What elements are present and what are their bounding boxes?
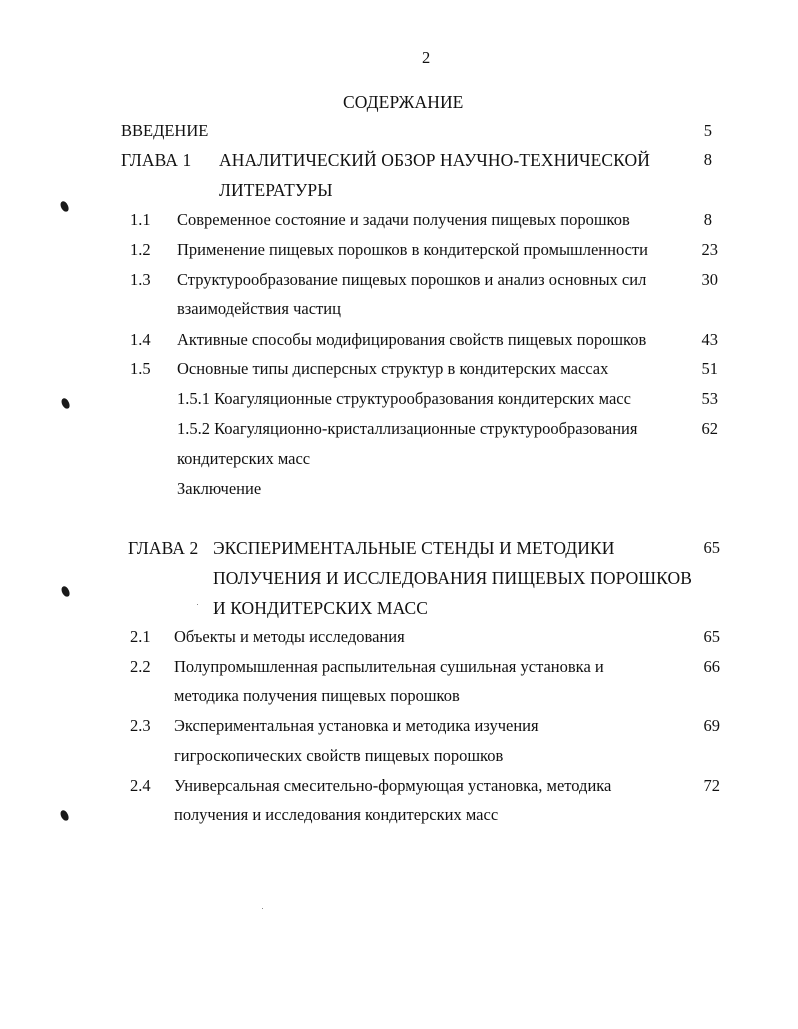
section-page: 43: [701, 330, 718, 349]
section-title: Активные способы модифицирования свойств пищевых порошков: [177, 330, 647, 349]
chapter2-page: 65: [703, 538, 720, 557]
conclusion-label: Заключение: [177, 479, 262, 498]
section-title-continued: методика получения пищевых порошков: [174, 686, 460, 705]
section-page: 65: [703, 627, 720, 646]
section-title: Основные типы дисперсных структур в кондитерских массах: [177, 359, 609, 378]
binder-mark-icon: [59, 200, 69, 213]
section-title: Объекты и методы исследования: [174, 627, 405, 646]
section-number: 2.2: [130, 657, 151, 676]
subsection-title: 1.5.2 Коагуляционно-кристаллизационные структурообразования: [177, 419, 638, 438]
chapter1-page: 8: [703, 150, 712, 169]
intro-label: ВВЕДЕНИЕ: [121, 121, 209, 140]
subsection-title: 1.5.1 Коагуляционные структурообразования кондитерских масс: [177, 389, 631, 408]
section-number: 2.3: [130, 716, 151, 735]
chapter2-title-line3: И КОНДИТЕРСКИХ МАСС: [213, 598, 428, 618]
chapter2-label: ГЛАВА 2: [128, 538, 199, 558]
section-title: Современное состояние и задачи получения пищевых порошков: [177, 210, 630, 229]
scan-speck: [197, 604, 198, 605]
chapter2-title-line2: ПОЛУЧЕНИЯ И ИССЛЕДОВАНИЯ ПИЩЕВЫХ ПОРОШКОВ: [213, 568, 693, 588]
section-page: 69: [703, 716, 720, 735]
section-title: Полупромышленная распылительная сушильная установка и: [174, 657, 604, 676]
binder-mark-icon: [59, 809, 69, 822]
subsection-page: 62: [701, 419, 718, 438]
binder-mark-icon: [60, 585, 70, 598]
section-title: Структурообразование пищевых порошков и анализ основных сил: [177, 270, 647, 289]
section-number: 1.3: [130, 270, 151, 289]
section-number: 2.1: [130, 627, 151, 646]
chapter1-label: ГЛАВА 1: [121, 150, 192, 170]
binder-mark-icon: [60, 397, 70, 410]
section-page: 8: [703, 210, 712, 229]
section-page: 30: [701, 270, 718, 289]
chapter1-title-line1: АНАЛИТИЧЕСКИЙ ОБЗОР НАУЧНО-ТЕХНИЧЕСКОЙ: [219, 150, 650, 170]
scan-speck: [262, 908, 263, 909]
page-number: 2: [422, 48, 431, 67]
section-title: Универсальная смесительно-формующая установка, методика: [174, 776, 612, 795]
section-page: 23: [701, 240, 718, 259]
page-title: СОДЕРЖАНИЕ: [343, 92, 464, 112]
chapter1-title-line2: ЛИТЕРАТУРЫ: [219, 180, 333, 200]
section-title: Применение пищевых порошков в кондитерской промышленности: [177, 240, 648, 259]
section-title: Экспериментальная установка и методика изучения: [174, 716, 539, 735]
intro-page: 5: [703, 121, 712, 140]
subsection-title-continued: кондитерских масс: [177, 449, 311, 468]
section-number: 1.5: [130, 359, 151, 378]
section-number: 2.4: [130, 776, 151, 795]
subsection-page: 53: [701, 389, 718, 408]
section-page: 51: [701, 359, 718, 378]
section-title-continued: взаимодействия частиц: [177, 299, 341, 318]
section-title-continued: гигроскопических свойств пищевых порошков: [174, 746, 504, 765]
section-page: 72: [703, 776, 720, 795]
section-page: 66: [703, 657, 720, 676]
section-number: 1.1: [130, 210, 151, 229]
section-title-continued: получения и исследования кондитерских масс: [174, 805, 499, 824]
chapter2-title-line1: ЭКСПЕРИМЕНТАЛЬНЫЕ СТЕНДЫ И МЕТОДИКИ: [213, 538, 615, 558]
section-number: 1.4: [130, 330, 151, 349]
section-number: 1.2: [130, 240, 151, 259]
